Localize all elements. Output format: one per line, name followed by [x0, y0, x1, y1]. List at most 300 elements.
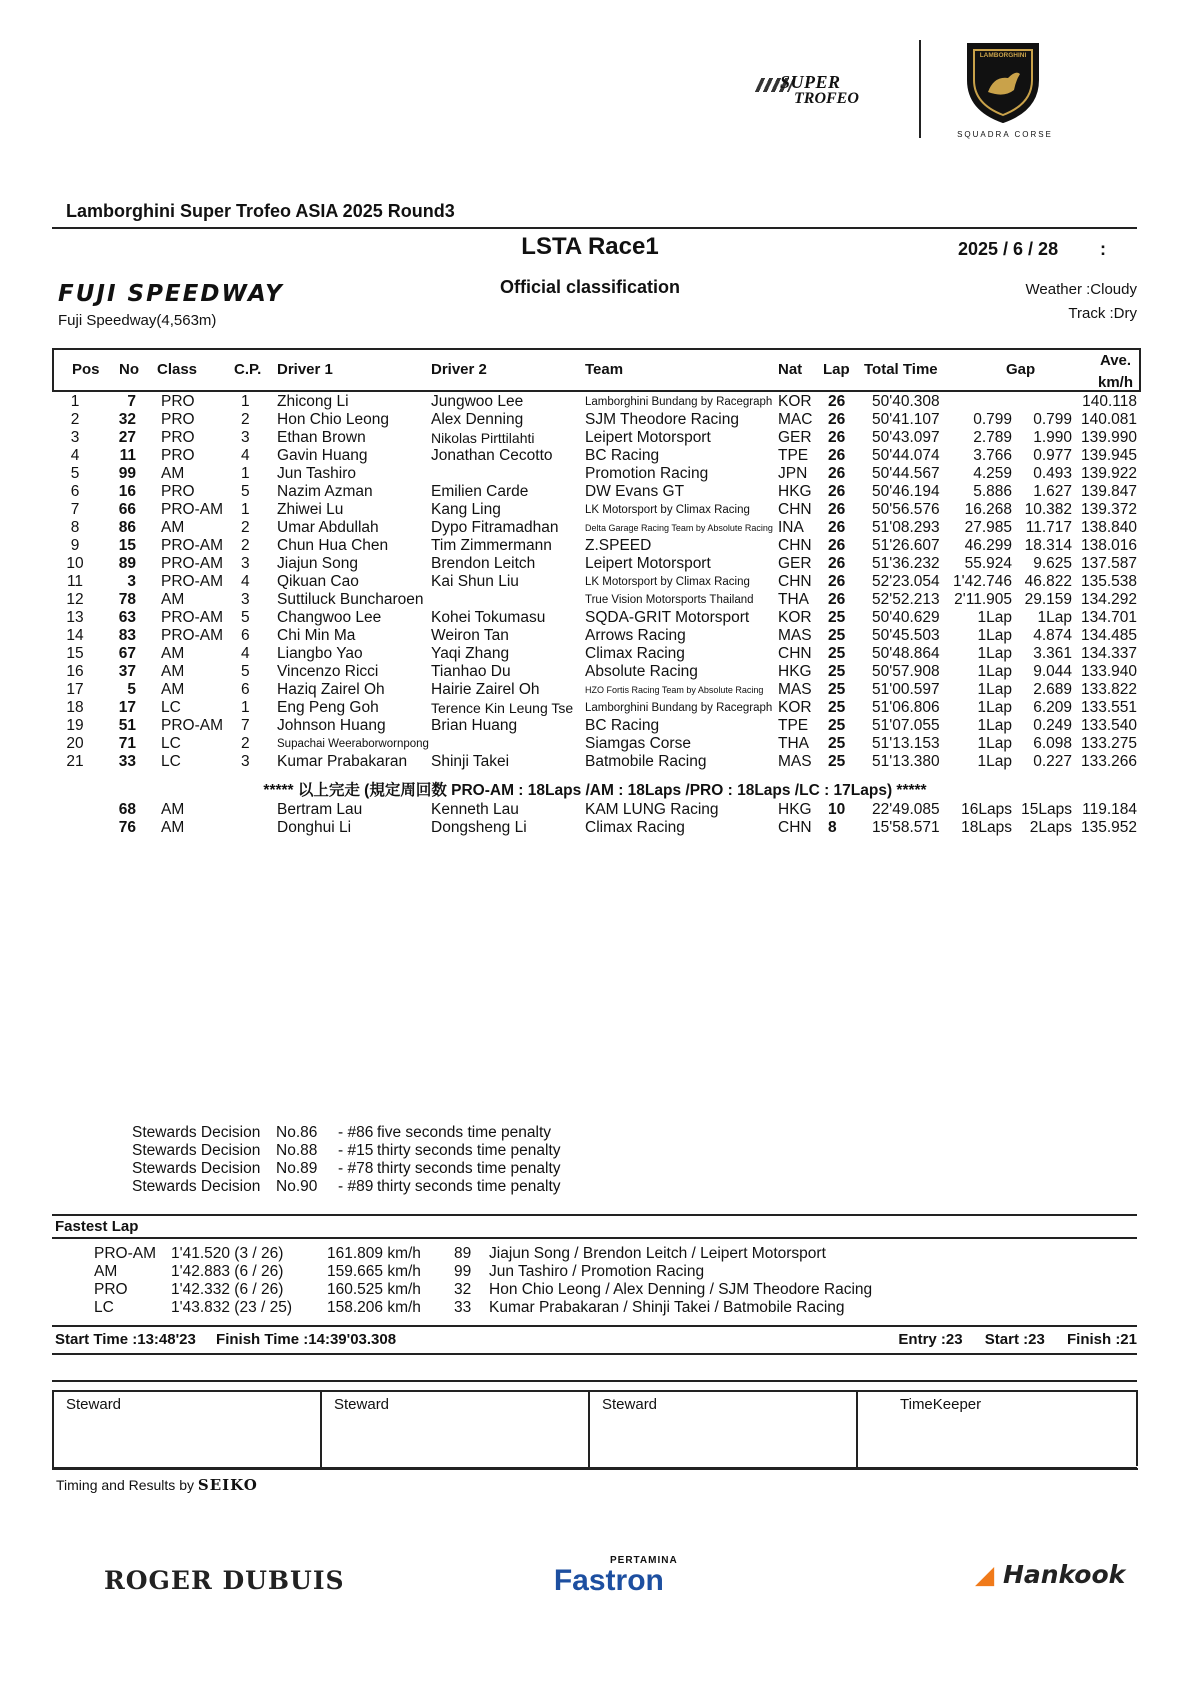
driver1-cell: Hon Chio Leong — [277, 411, 390, 428]
position-cell: 16 — [66, 663, 84, 680]
driver2-cell: Kohei Tokumasu — [431, 609, 546, 626]
class-position-cell: 1 — [241, 393, 250, 410]
team-cell: KAM LUNG Racing — [585, 801, 719, 818]
driver1-cell: Donghui Li — [277, 819, 352, 836]
car-number-cell: 51 — [118, 717, 136, 734]
gap-previous-cell: 1Lap — [1037, 609, 1072, 626]
decision-text: thirty seconds time penalty — [377, 1142, 561, 1159]
position-cell: 8 — [70, 519, 80, 536]
gap-previous-cell: 0.493 — [1033, 465, 1072, 482]
team-cell: Leipert Motorsport — [585, 555, 711, 572]
total-time-cell: 50'56.576 — [872, 501, 940, 518]
fastest-lap-title: Fastest Lap — [55, 1218, 139, 1235]
nationality-cell: GER — [778, 555, 812, 572]
average-speed-cell: 133.551 — [1080, 699, 1137, 716]
steward-signature-box: Steward — [320, 1390, 590, 1470]
nationality-cell: MAS — [778, 681, 812, 698]
driver1-cell: Vincenzo Ricci — [277, 663, 379, 680]
average-speed-cell: 134.337 — [1080, 645, 1137, 662]
steward-signature-box: Steward — [588, 1390, 858, 1470]
class-position-cell: 3 — [241, 753, 250, 770]
fl-speed: 159.665 km/h — [327, 1263, 421, 1280]
total-time-cell: 52'23.054 — [872, 573, 940, 590]
driver1-cell: Umar Abdullah — [277, 519, 379, 536]
laps-cell: 25 — [828, 717, 846, 734]
laps-cell: 26 — [828, 465, 846, 482]
signature-top-rule — [52, 1380, 1137, 1382]
gap-previous-cell: 0.799 — [1033, 411, 1072, 428]
total-time-cell: 50'46.194 — [872, 483, 940, 500]
nationality-cell: KOR — [778, 699, 812, 716]
fl-drivers-team: Jun Tashiro / Promotion Racing — [489, 1263, 705, 1280]
nationality-cell: THA — [778, 735, 809, 752]
fastest-lap-top-rule — [52, 1214, 1137, 1216]
table-row — [0, 627, 1190, 645]
gap-previous-cell: 4.874 — [1033, 627, 1072, 644]
driver1-cell: Nazim Azman — [277, 483, 373, 500]
position-cell: 2 — [70, 411, 80, 428]
fl-class: PRO — [94, 1281, 128, 1298]
position-cell: 18 — [66, 699, 84, 716]
team-cell: LK Motorsport by Climax Racing — [585, 576, 750, 588]
race-title: LSTA Race1 — [521, 233, 659, 260]
car-number-cell: 7 — [127, 393, 136, 410]
gap-previous-cell: 3.361 — [1033, 645, 1072, 662]
gap-previous-cell: 29.159 — [1024, 591, 1072, 608]
nationality-cell: TPE — [778, 447, 809, 464]
total-time-cell: 50'41.107 — [872, 411, 940, 428]
nationality-cell: INA — [778, 519, 804, 536]
gap-previous-cell: 1.627 — [1033, 483, 1072, 500]
position-cell: 14 — [66, 627, 84, 644]
col-average-speed: Ave. km/h — [1098, 352, 1134, 391]
car-number-cell: 37 — [118, 663, 136, 680]
position-cell: 17 — [66, 681, 84, 698]
position-cell: 20 — [66, 735, 84, 752]
total-time-cell: 22'49.085 — [872, 801, 940, 818]
hankook-mark-icon: ◢ — [975, 1560, 995, 1589]
class-position-cell: 1 — [241, 501, 250, 518]
nationality-cell: MAS — [778, 627, 812, 644]
average-speed-cell: 119.184 — [1082, 801, 1137, 818]
class-cell: PRO-AM — [161, 537, 223, 554]
gap-previous-cell: 0.227 — [1033, 753, 1072, 770]
driver2-cell: Shinji Takei — [431, 753, 510, 770]
track-status: Track :Dry — [1068, 305, 1137, 322]
pertamina-fastron-logo: PERTAMINA Fastron — [553, 1555, 678, 1597]
fl-car-number: 99 — [454, 1263, 472, 1280]
class-position-cell: 5 — [241, 663, 250, 680]
average-speed-cell: 139.372 — [1080, 501, 1137, 518]
fl-lap-time: 1'42.332 (6 / 26) — [171, 1281, 284, 1298]
driver1-cell: Ethan Brown — [277, 429, 366, 446]
car-number-cell: 3 — [127, 573, 136, 590]
laps-cell: 26 — [828, 537, 846, 554]
gap-previous-cell: 10.382 — [1024, 501, 1072, 518]
laps-cell: 25 — [828, 699, 846, 716]
nationality-cell: JPN — [778, 465, 808, 482]
total-time-cell: 52'52.213 — [872, 591, 940, 608]
table-row — [0, 591, 1190, 609]
gap-leader-cell: 1Lap — [977, 663, 1012, 680]
gap-previous-cell: 18.314 — [1024, 537, 1072, 554]
team-cell: Delta Garage Racing Team by Absolute Racing — [585, 523, 773, 533]
class-cell: AM — [161, 681, 185, 698]
col-class: Class — [157, 361, 198, 378]
car-number-cell: 27 — [118, 429, 136, 446]
decision-car: - #15 — [338, 1142, 374, 1159]
table-row — [0, 519, 1190, 537]
table-row — [0, 537, 1190, 555]
decision-label: Stewards Decision — [132, 1178, 261, 1195]
class-cell: PRO — [161, 429, 195, 446]
gap-leader-cell: 1Lap — [977, 699, 1012, 716]
col-team: Team — [585, 361, 624, 378]
class-position-cell: 5 — [241, 609, 250, 626]
class-cell: AM — [161, 663, 185, 680]
laps-cell: 26 — [828, 573, 846, 590]
class-position-cell: 6 — [241, 627, 250, 644]
footer-rule — [52, 1353, 1137, 1355]
average-speed-cell: 135.538 — [1080, 573, 1137, 590]
nationality-cell: GER — [778, 429, 812, 446]
car-number-cell: 86 — [118, 519, 136, 536]
start-finish-times — [55, 1331, 396, 1348]
total-time-cell: 51'36.232 — [872, 555, 940, 572]
class-cell: AM — [161, 801, 185, 818]
class-cell: PRO-AM — [161, 501, 223, 518]
driver2-cell: Dypo Fitramadhan — [431, 519, 559, 536]
class-position-cell: 4 — [241, 447, 250, 464]
team-cell: Arrows Racing — [585, 627, 686, 644]
fl-speed: 161.809 km/h — [327, 1245, 421, 1262]
table-row — [0, 447, 1190, 465]
driver2-cell: Jungwoo Lee — [431, 393, 524, 410]
driver2-cell: Nikolas Pirttilahti — [431, 430, 535, 446]
laps-cell: 25 — [828, 627, 846, 644]
average-speed-cell: 139.922 — [1080, 465, 1137, 482]
driver2-cell: Tianhao Du — [431, 663, 511, 680]
position-cell: 5 — [70, 465, 80, 482]
average-speed-cell: 133.266 — [1080, 753, 1137, 770]
race-time: : — [1100, 239, 1106, 259]
driver2-cell: Yaqi Zhang — [431, 645, 510, 662]
total-time-cell: 15'58.571 — [872, 819, 940, 836]
average-speed-cell: 139.990 — [1080, 429, 1137, 446]
car-number-cell: 5 — [127, 681, 136, 698]
decision-number: No.89 — [276, 1160, 318, 1177]
driver2-cell: Kai Shun Liu — [431, 573, 519, 590]
gap-previous-cell: 0.249 — [1033, 717, 1072, 734]
laps-cell: 26 — [828, 501, 846, 518]
finish-time: Finish Time :14:39'03.308 — [216, 1331, 397, 1348]
class-cell: PRO — [161, 393, 195, 410]
total-time-cell: 50'44.567 — [872, 465, 940, 482]
gap-previous-cell: 6.098 — [1033, 735, 1072, 752]
fastest-lap-row — [0, 1299, 1190, 1317]
team-cell: BC Racing — [585, 717, 660, 734]
position-cell: 19 — [66, 717, 84, 734]
car-number-cell: 71 — [118, 735, 136, 752]
laps-cell: 26 — [828, 411, 846, 428]
driver2-cell: Tim Zimmermann — [431, 537, 552, 554]
table-row — [0, 645, 1190, 663]
seiko-logo: SEIKO — [197, 1476, 258, 1494]
timing-credit: Timing and Results by SEIKO — [56, 1476, 258, 1494]
class-position-cell: 4 — [241, 573, 250, 590]
laps-cell: 8 — [828, 819, 837, 836]
fl-class: AM — [94, 1263, 118, 1280]
laps-cell: 25 — [828, 735, 846, 752]
driver2-cell: Kang Ling — [431, 501, 501, 518]
position-cell: 6 — [70, 483, 80, 500]
class-position-cell: 7 — [241, 717, 250, 734]
nationality-cell: CHN — [778, 819, 812, 836]
driver2-cell: Weiron Tan — [431, 627, 509, 644]
class-cell: PRO-AM — [161, 717, 223, 734]
table-row — [0, 573, 1190, 591]
total-time-cell: 51'26.607 — [872, 537, 940, 554]
start-time: Start Time :13:48'23 — [55, 1331, 196, 1348]
decision-label: Stewards Decision — [132, 1124, 261, 1141]
gap-leader-cell: 18Laps — [961, 819, 1012, 836]
class-cell: PRO — [161, 447, 195, 464]
table-row — [0, 717, 1190, 735]
nationality-cell: CHN — [778, 645, 812, 662]
class-position-cell: 6 — [241, 681, 250, 698]
col-driver1: Driver 1 — [277, 361, 333, 378]
car-number-cell: 78 — [118, 591, 136, 608]
class-position-cell: 3 — [241, 591, 250, 608]
fl-car-number: 89 — [454, 1245, 472, 1262]
car-number-cell: 16 — [118, 483, 136, 500]
total-time-cell: 51'00.597 — [872, 681, 940, 698]
table-row — [0, 819, 1190, 837]
decision-number: No.86 — [276, 1124, 318, 1141]
driver1-cell: Eng Peng Goh — [277, 699, 379, 716]
car-number-cell: 83 — [118, 627, 136, 644]
total-time-cell: 50'40.629 — [872, 609, 940, 626]
team-cell: Z.SPEED — [585, 537, 652, 554]
average-speed-cell: 139.847 — [1080, 483, 1137, 500]
class-cell: LC — [161, 753, 181, 770]
team-cell: DW Evans GT — [585, 483, 685, 500]
total-time-cell: 51'08.293 — [872, 519, 940, 536]
gap-previous-cell: 11.717 — [1025, 519, 1072, 536]
team-cell: LK Motorsport by Climax Racing — [585, 504, 750, 516]
position-cell: 12 — [66, 591, 84, 608]
gap-leader-cell: 1Lap — [977, 609, 1012, 626]
start-count: Start :23 — [984, 1331, 1045, 1348]
driver1-cell: Jun Tashiro — [277, 465, 356, 482]
decision-text: five seconds time penalty — [377, 1124, 552, 1141]
car-number-cell: 11 — [119, 447, 136, 464]
driver1-cell: Gavin Huang — [277, 447, 368, 464]
class-position-cell: 2 — [241, 519, 250, 536]
class-cell: AM — [161, 645, 185, 662]
class-position-cell: 1 — [241, 465, 250, 482]
driver1-cell: Suttiluck Buncharoen — [277, 591, 424, 608]
gap-leader-cell: 0.799 — [973, 411, 1012, 428]
fuji-speedway-logo: FUJI SPEEDWAY — [58, 281, 284, 307]
average-speed-cell: 140.118 — [1082, 393, 1137, 410]
team-cell: True Vision Motorsports Thailand — [585, 594, 754, 606]
decision-label: Stewards Decision — [132, 1160, 261, 1177]
position-cell: 15 — [66, 645, 84, 662]
total-time-cell: 50'40.308 — [872, 393, 940, 410]
class-cell: PRO-AM — [161, 555, 223, 572]
position-cell: 9 — [70, 537, 80, 554]
gap-leader-cell: 1Lap — [977, 681, 1012, 698]
class-cell: PRO-AM — [161, 627, 223, 644]
total-time-cell: 50'45.503 — [872, 627, 940, 644]
car-number-cell: 89 — [118, 555, 136, 572]
gap-leader-cell: 1Lap — [977, 717, 1012, 734]
col-lap: Lap — [823, 361, 850, 378]
logo-divider — [919, 40, 921, 138]
laps-cell: 25 — [828, 681, 846, 698]
fl-class: LC — [94, 1299, 114, 1316]
gap-previous-cell: 46.822 — [1024, 573, 1072, 590]
entry-count: Entry :23 — [898, 1331, 963, 1348]
decision-text: thirty seconds time penalty — [377, 1160, 561, 1177]
decision-number: No.88 — [276, 1142, 318, 1159]
steward-signature-box: Steward — [52, 1390, 322, 1470]
car-number-cell: 76 — [118, 819, 136, 836]
table-row — [0, 483, 1190, 501]
average-speed-cell: 133.822 — [1080, 681, 1137, 698]
fl-speed: 160.525 km/h — [327, 1281, 421, 1298]
fastest-lap-row — [0, 1245, 1190, 1263]
gap-previous-cell: 9.625 — [1033, 555, 1072, 572]
nationality-cell: HKG — [778, 663, 812, 680]
driver1-cell: Haziq Zairel Oh — [277, 681, 385, 698]
class-cell: PRO-AM — [161, 573, 223, 590]
gap-leader-cell: 16Laps — [961, 801, 1012, 818]
total-time-cell: 51'07.055 — [872, 717, 940, 734]
event-title: Lamborghini Super Trofeo ASIA 2025 Round3 — [66, 201, 455, 221]
laps-cell: 25 — [828, 753, 846, 770]
team-cell: Batmobile Racing — [585, 753, 707, 770]
position-cell: 11 — [66, 573, 84, 590]
gap-previous-cell: 1.990 — [1033, 429, 1072, 446]
driver2-cell: Hairie Zairel Oh — [431, 681, 540, 698]
fl-lap-time: 1'42.883 (6 / 26) — [171, 1263, 284, 1280]
driver1-cell: Chi Min Ma — [277, 627, 356, 644]
col-nat: Nat — [778, 361, 803, 378]
laps-cell: 26 — [828, 483, 846, 500]
team-cell: Siamgas Corse — [585, 735, 691, 752]
team-cell: SQDA-GRIT Motorsport — [585, 609, 750, 626]
total-time-cell: 50'44.074 — [872, 447, 940, 464]
car-number-cell: 33 — [118, 753, 136, 770]
driver2-cell: Jonathan Cecotto — [431, 447, 553, 464]
position-cell: 3 — [70, 429, 80, 446]
nationality-cell: TPE — [778, 717, 809, 734]
col-cp: C.P. — [234, 361, 262, 378]
total-time-cell: 51'06.806 — [872, 699, 940, 716]
car-number-cell: 15 — [118, 537, 136, 554]
position-cell: 4 — [70, 447, 80, 464]
fastest-lap-row — [0, 1263, 1190, 1281]
class-cell: PRO — [161, 411, 195, 428]
laps-cell: 25 — [828, 609, 846, 626]
gap-leader-cell: 1Lap — [977, 753, 1012, 770]
class-position-cell: 4 — [241, 645, 250, 662]
signature-box-edge — [1136, 1390, 1138, 1466]
class-cell: AM — [161, 465, 185, 482]
decision-car: - #86 — [338, 1124, 374, 1141]
fl-lap-time: 1'41.520 (3 / 26) — [171, 1245, 284, 1262]
car-number-cell: 99 — [118, 465, 136, 482]
class-position-cell: 1 — [241, 699, 250, 716]
driver1-cell: Zhicong Li — [277, 393, 349, 410]
super-trofeo-logo: SUPER TROFEO — [758, 70, 888, 110]
class-position-cell: 5 — [241, 483, 250, 500]
driver2-cell: Alex Denning — [431, 411, 524, 428]
fl-car-number: 32 — [454, 1281, 472, 1298]
team-cell: SJM Theodore Racing — [585, 411, 739, 428]
driver2-cell: Dongsheng Li — [431, 819, 527, 836]
decision-text: thirty seconds time penalty — [377, 1178, 561, 1195]
fastest-lap-header-rule — [52, 1237, 1137, 1239]
total-time-cell: 50'57.908 — [872, 663, 940, 680]
finish-requirement-note: ***** 以上完走 (規定周回数 PRO-AM : 18Laps /AM : 18Laps /PRO : 18Laps /LC : 17Laps) ***** — [263, 782, 927, 799]
col-pos: Pos — [72, 361, 100, 378]
fl-class: PRO-AM — [94, 1245, 156, 1262]
weather-status: Weather :Cloudy — [1025, 281, 1137, 298]
decision-number: No.90 — [276, 1178, 318, 1195]
gap-leader-cell: 2.789 — [973, 429, 1012, 446]
table-row — [0, 393, 1190, 411]
driver1-cell: Qikuan Cao — [277, 573, 359, 590]
laps-cell: 26 — [828, 519, 846, 536]
gap-leader-cell: 55.924 — [964, 555, 1012, 572]
header-divider — [52, 227, 1137, 229]
gap-leader-cell: 1Lap — [977, 645, 1012, 662]
laps-cell: 25 — [828, 663, 846, 680]
nationality-cell: KOR — [778, 609, 812, 626]
team-cell: BC Racing — [585, 447, 660, 464]
total-time-cell: 51'13.153 — [872, 735, 940, 752]
car-number-cell: 32 — [118, 411, 136, 428]
gap-leader-cell: 1Lap — [977, 735, 1012, 752]
car-number-cell: 17 — [118, 699, 136, 716]
class-position-cell: 2 — [241, 735, 250, 752]
col-no: No — [119, 361, 139, 378]
driver2-cell: Terence Kin Leung Tse — [431, 700, 574, 716]
nationality-cell: CHN — [778, 537, 812, 554]
total-time-cell: 50'48.864 — [872, 645, 940, 662]
signature-bottom-rule — [52, 1467, 1137, 1469]
gap-previous-cell: 2Laps — [1029, 819, 1072, 836]
gap-previous-cell: 2.689 — [1033, 681, 1072, 698]
laps-cell: 26 — [828, 447, 846, 464]
laps-cell: 10 — [828, 801, 846, 818]
table-row — [0, 753, 1190, 771]
total-time-cell: 51'13.380 — [872, 753, 940, 770]
driver1-cell: Jiajun Song — [277, 555, 359, 572]
col-total-time: Total Time — [864, 361, 938, 378]
gap-leader-cell: 16.268 — [964, 501, 1012, 518]
decision-car: - #78 — [338, 1160, 374, 1177]
document-subtitle: Official classification — [499, 277, 681, 297]
class-cell: LC — [161, 699, 181, 716]
car-number-cell: 66 — [118, 501, 136, 518]
average-speed-cell: 137.587 — [1080, 555, 1137, 572]
class-position-cell: 2 — [241, 411, 250, 428]
team-cell: Climax Racing — [585, 819, 685, 836]
